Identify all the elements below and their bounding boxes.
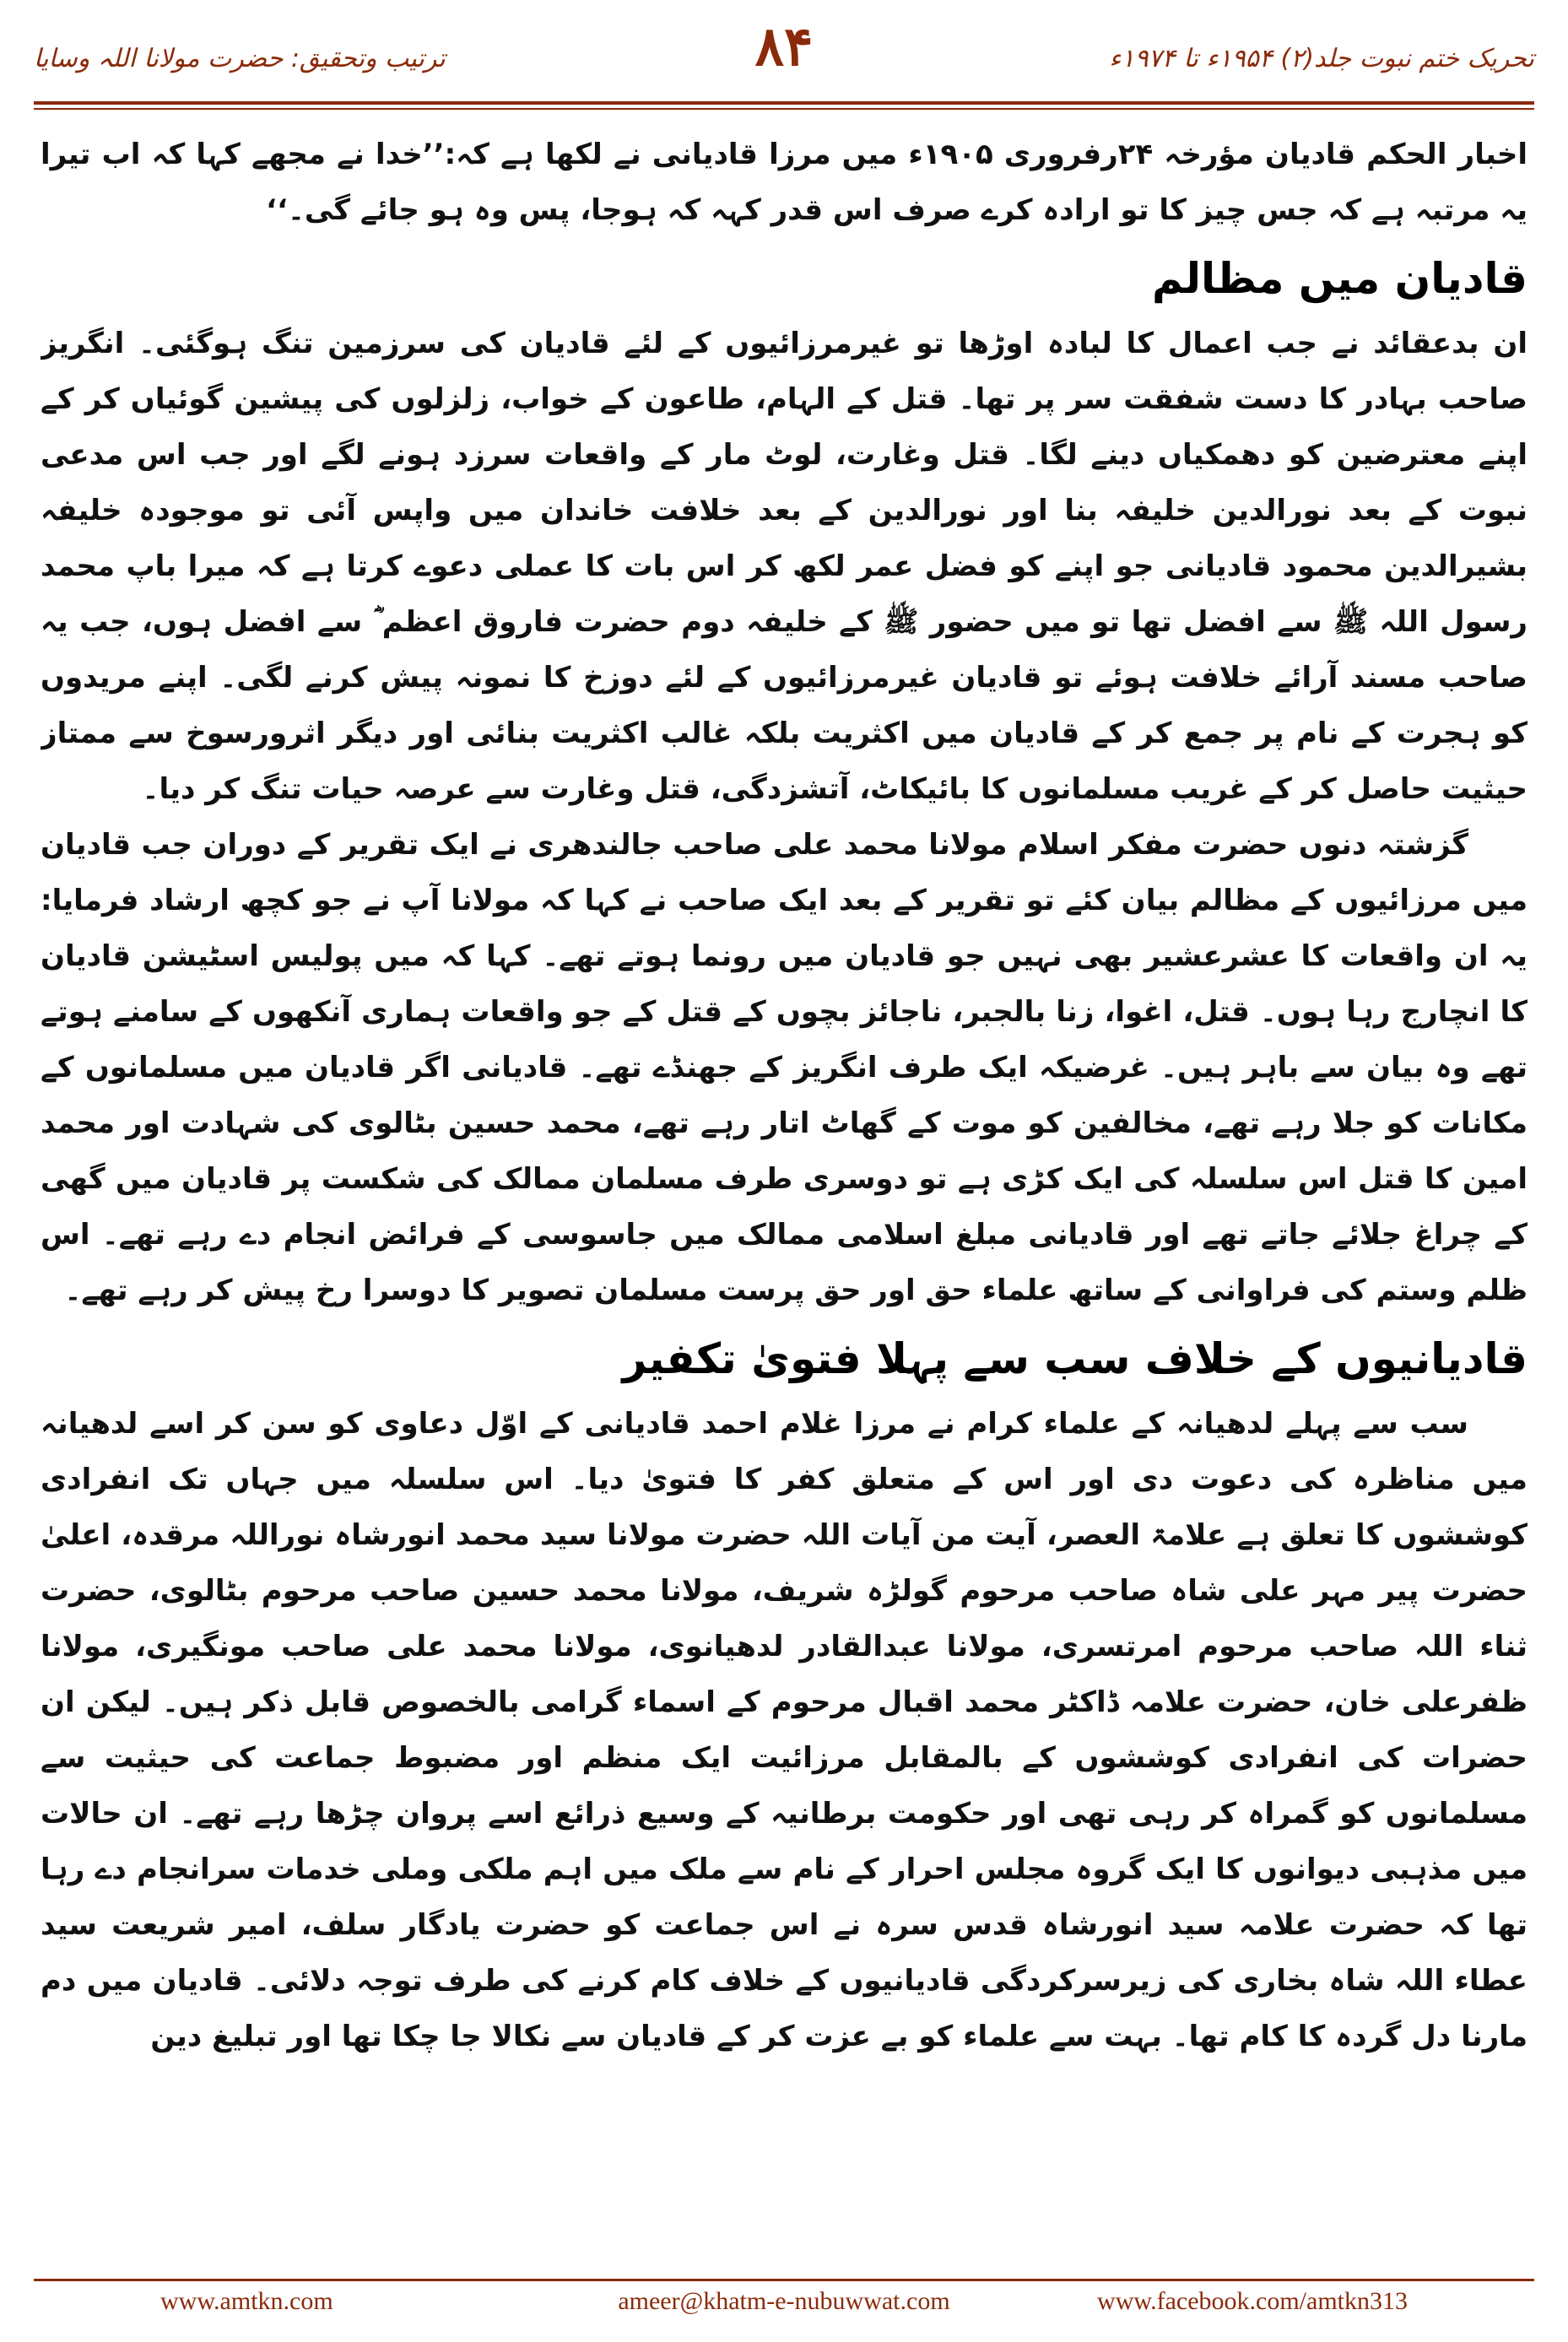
- intro-paragraph: اخبار الحکم قادیان مؤرخہ ۲۴رفروری ۱۹۰۵ء میں مرزا قادیانی نے لکھا ہے کہ:’’خدا نے مجھے کہا کہ اب تیرا یہ مرتبہ ہے کہ جس چیز کا تو ارادہ کرے صرف اس قدر کہہ کہ ہوجا، پس وہ ہو جائے گی۔‘‘: [41, 138, 1527, 227]
- email-link[interactable]: ameer@khatm-e-nubuwwat.com: [618, 2287, 950, 2315]
- website-link[interactable]: www.amtkn.com: [160, 2287, 333, 2315]
- paragraph: ان بدعقائد نے جب اعمال کا لبادہ اوڑھا تو غیرمرزائیوں کے لئے قادیان کی سرزمین تنگ ہوگئی۔ انگریز صاحب بہادر کا دست شفقت سر پر تھا۔ قتل کے الہام، طاعون کے خواب، زلزلوں کی پیشین گوئیاں کر کے اپنے معترضین کو دھمکیاں دینے لگا۔ قتل وغارت، لوٹ مار کے واقعات سرزد ہونے لگے اور جب اس مدعی نبوت کے بعد نورالدین خلیفہ بنا اور نورالدین کے بعد خلافت خاندان میں واپس آئی تو موجودہ خلیفہ بشیرالدین محمود قادیانی جو اپنے کو فضل عمر لکھ کر اس بات کا عملی دعوے کرتا ہے کہ میرا باپ محمد رسول اللہ ﷺ سے افضل تھا تو میں حضور ﷺ کے خلیفہ دوم حضرت فاروق اعظم ؓ سے افضل ہوں، جب یہ صاحب مسند آرائے خلافت ہوئے تو قادیان غیرمرزائیوں کے لئے دوزخ کا نمونہ پیش کرنے لگی۔ اپنے مریدوں کو ہجرت کے نام پر جمع کر کے قادیان میں اکثریت بلکہ غالب اکثریت بنائی اور دیگر اثرورسوخ سے ممتاز حیثیت حاصل کر کے غریب مسلمانوں کا بائیکاٹ، آتشزدگی، قتل وغارت سے عرصہ حیات تنگ کر دیا۔: [41, 327, 1527, 806]
- page-header: [34, 12, 1534, 105]
- page-number: ۸۴: [754, 15, 814, 78]
- page-footer: [34, 2287, 1534, 2329]
- page-body: [41, 127, 1527, 2232]
- section-heading-qadian-atrocities: قادیان میں مظالم: [1152, 254, 1527, 303]
- facebook-link[interactable]: www.facebook.com/amtkn313: [1097, 2287, 1408, 2315]
- footer-rule: [34, 2279, 1534, 2281]
- paragraph: گزشتہ دنوں حضرت مفکر اسلام مولانا محمد علی صاحب جالندھری نے ایک تقریر کے دوران جب قادیان میں مرزائیوں کے مظالم بیان کئے تو تقریر کے بعد ایک صاحب نے کہا کہ مولانا آپ نے جو کچھ ارشاد فرمایا: یہ ان واقعات کا عشرعشیر بھی نہیں جو قادیان میں رونما ہوتے تھے۔ کہا کہ میں پولیس اسٹیشن قادیان کا انچارج رہا ہوں۔ قتل، اغوا، زنا بالجبر، ناجائز بچوں کے قتل کے جو واقعات ہماری آنکھوں کے سامنے ہوتے تھے وہ بیان سے باہر ہیں۔ غرضیکہ ایک طرف انگریز کے جھنڈے تھے۔ قادیانی اگر قادیان میں مسلمانوں کے مکانات کو جلا رہے تھے، مخالفین کو موت کے گھاٹ اتار رہے تھے، محمد حسین بٹالوی کی شہادت اور محمد امین کا قتل اس سلسلہ کی ایک کڑی ہے تو دوسری طرف مسلمان ممالک کی شکست پر قادیان میں گھی کے چراغ جلائے جاتے تھے اور قادیانی مبلغ اسلامی ممالک میں جاسوسی کے فرائض انجام دے رہے تھے۔ اس ظلم وستم کی فراوانی کے ساتھ علماء حق اور حق پرست مسلمان تصویر کا دوسرا رخ پیش کر رہے تھے۔: [41, 828, 1527, 1307]
- book-title: تحریک ختم نبوت جلد(۲) ۱۹۵۴ء تا ۱۹۷۴ء: [1109, 44, 1534, 73]
- compiler-credit: ترتیب وتحقیق: حضرت مولانا اللہ وسایا: [34, 44, 446, 73]
- header-rule-thin: [34, 108, 1534, 110]
- header-rule: [34, 101, 1534, 105]
- paragraph: سب سے پہلے لدھیانہ کے علماء کرام نے مرزا غلام احمد قادیانی کے اوّل دعاوی کو سن کر اسے لدھیانہ میں مناظرہ کی دعوت دی اور اس کے متعلق کفر کا فتویٰ دیا۔ اس سلسلہ میں جہاں تک انفرادی کوششوں کا تعلق ہے علامۃ العصر، آیت من آیات اللہ حضرت مولانا سید محمد انورشاہ نوراللہ مرقدہ، اعلیٰ حضرت پیر مہر علی شاہ صاحب مرحوم گولڑہ شریف، مولانا محمد حسین صاحب مرحوم بٹالوی، حضرت ثناء اللہ صاحب مرحوم امرتسری، مولانا عبدالقادر لدھیانوی، مولانا محمد علی صاحب مونگیری، مولانا ظفرعلی خان، حضرت علامہ ڈاکٹر محمد اقبال مرحوم کے اسماء گرامی بالخصوص قابل ذکر ہیں۔ لیکن ان حضرات کی انفرادی کوششوں کے بالمقابل مرزائیت ایک منظم اور مضبوط جماعت کی حیثیت سے مسلمانوں کو گمراہ کر رہی تھی اور حکومت برطانیہ کے وسیع ذرائع اسے پروان چڑھا رہے تھے۔ ان حالات میں مذہبی دیوانوں کا ایک گروہ مجلس احرار کے نام سے ملک میں اہم ملکی وملی خدمات سرانجام دے رہا تھا کہ حضرت علامہ سید انورشاہ قدس سرہ نے اس جماعت کو حضرت یادگار سلف، امیر شریعت سید عطاء اللہ شاہ بخاری کی زیرسرکردگی قادیانیوں کے خلاف کام کرنے کی طرف توجہ دلائی۔ قادیان میں دم مارنا دل گردہ کا کام تھا۔ بہت سے علماء کو بے عزت کر کے قادیان سے نکالا جا چکا تھا اور تبلیغ دین: [41, 1407, 1527, 2053]
- section-heading-first-fatwa: قادیانیوں کے خلاف سب سے پہلا فتویٰ تکفیر: [622, 1334, 1527, 1383]
